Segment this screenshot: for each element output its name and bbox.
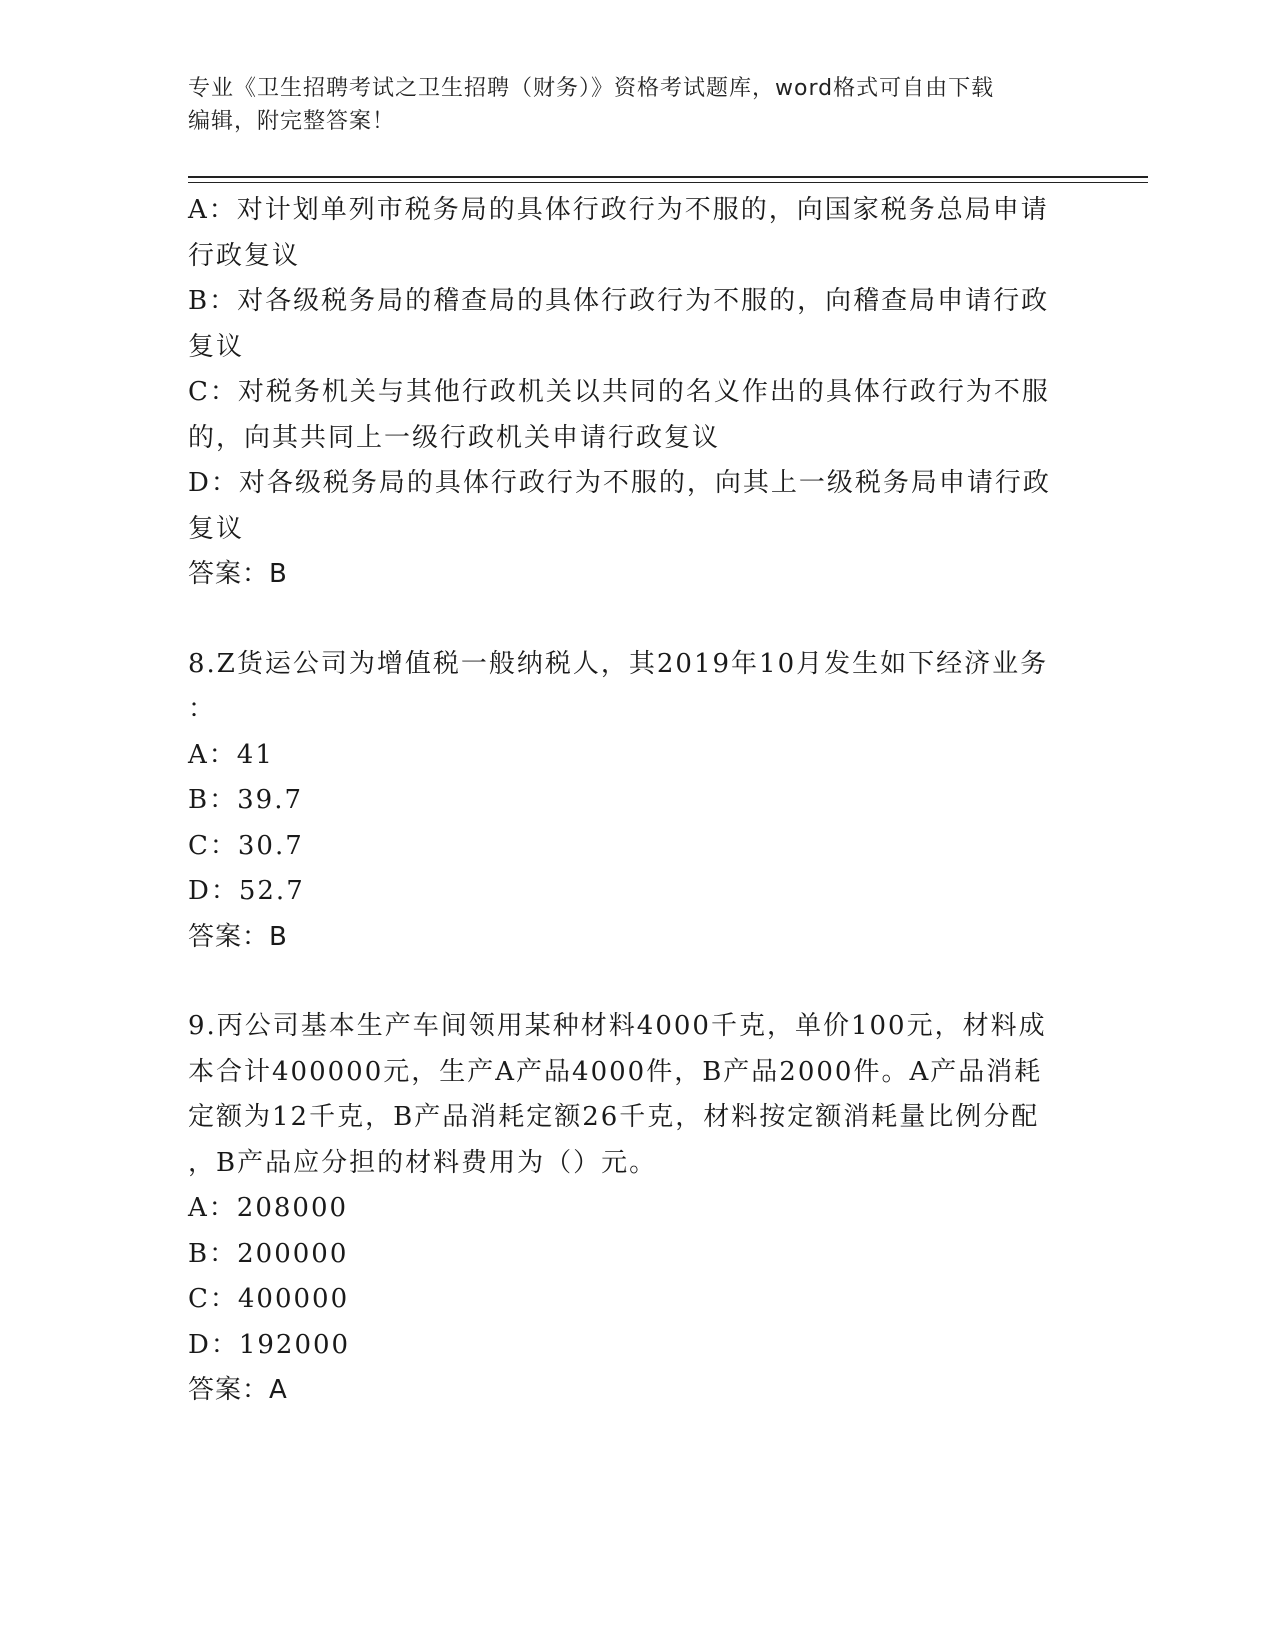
- q9-stem-cont-1: 本合计400000元，生产A产品4000件，B产品2000件。A产品消耗: [188, 1056, 1043, 1087]
- question-content: [188, 188, 1088, 1414]
- q9-option-b: B：200000: [188, 1238, 349, 1269]
- q8-answer: 答案：B: [188, 921, 288, 952]
- q7-option-c: C：对税务机关与其他行政机关以共同的名义作出的具体行政行为不服: [188, 377, 1050, 407]
- q9-stem-cont-2: 定额为12千克，B产品消耗定额26千克，材料按定额消耗量比例分配: [188, 1102, 1040, 1132]
- q8-stem: 8.Z货运公司为增值税一般纳税人，其2019年10月发生如下经济业务: [188, 648, 1049, 679]
- q8-stem-cont: ：: [188, 694, 217, 724]
- q7-option-d: D：对各级税务局的具体行政行为不服的，向其上一级税务局申请行政: [188, 468, 1051, 498]
- q9-option-d: D：192000: [188, 1329, 351, 1360]
- q9-stem: 9.丙公司基本生产车间领用某种材料4000千克，单价100元，材料成: [188, 1011, 1047, 1041]
- spacer: [188, 598, 1088, 642]
- q8-option-a: A：41: [188, 739, 274, 770]
- question-8: [188, 642, 1088, 961]
- document-header: [188, 72, 1068, 138]
- header-line-1: 专业《卫生招聘考试之卫生招聘（财务）》资格考试题库，word格式可自由下载: [188, 76, 995, 101]
- q8-option-b: B：39.7: [188, 785, 303, 815]
- header-divider-thick: [188, 176, 1148, 178]
- q9-answer: 答案：A: [188, 1375, 288, 1405]
- header-line-2: 编辑，附完整答案！: [188, 109, 396, 134]
- q7-option-c-cont: 的，向其共同上一级行政机关申请行政复议: [188, 422, 721, 453]
- q7-option-d-cont: 复议: [188, 513, 245, 544]
- q9-option-a: A：208000: [188, 1193, 349, 1223]
- question-7: [188, 188, 1088, 598]
- q8-option-c: C：30.7: [188, 830, 304, 861]
- q9-stem-cont-3: ，B产品应分担的材料费用为（）元。: [188, 1147, 658, 1178]
- question-9: [188, 1004, 1088, 1414]
- q8-option-d: D：52.7: [188, 876, 305, 906]
- q7-option-b: B：对各级税务局的稽查局的具体行政行为不服的，向稽查局申请行政: [188, 286, 1050, 316]
- q7-answer: 答案：B: [188, 559, 288, 589]
- header-divider-thin: [188, 182, 1148, 183]
- q7-option-a-cont: 行政复议: [188, 240, 301, 271]
- q7-option-b-cont: 复议: [188, 331, 245, 362]
- q9-option-c: C：400000: [188, 1284, 350, 1314]
- spacer: [188, 960, 1088, 1004]
- q7-option-a: A：对计划单列市税务局的具体行政行为不服的，向国家税务总局申请: [188, 195, 1049, 225]
